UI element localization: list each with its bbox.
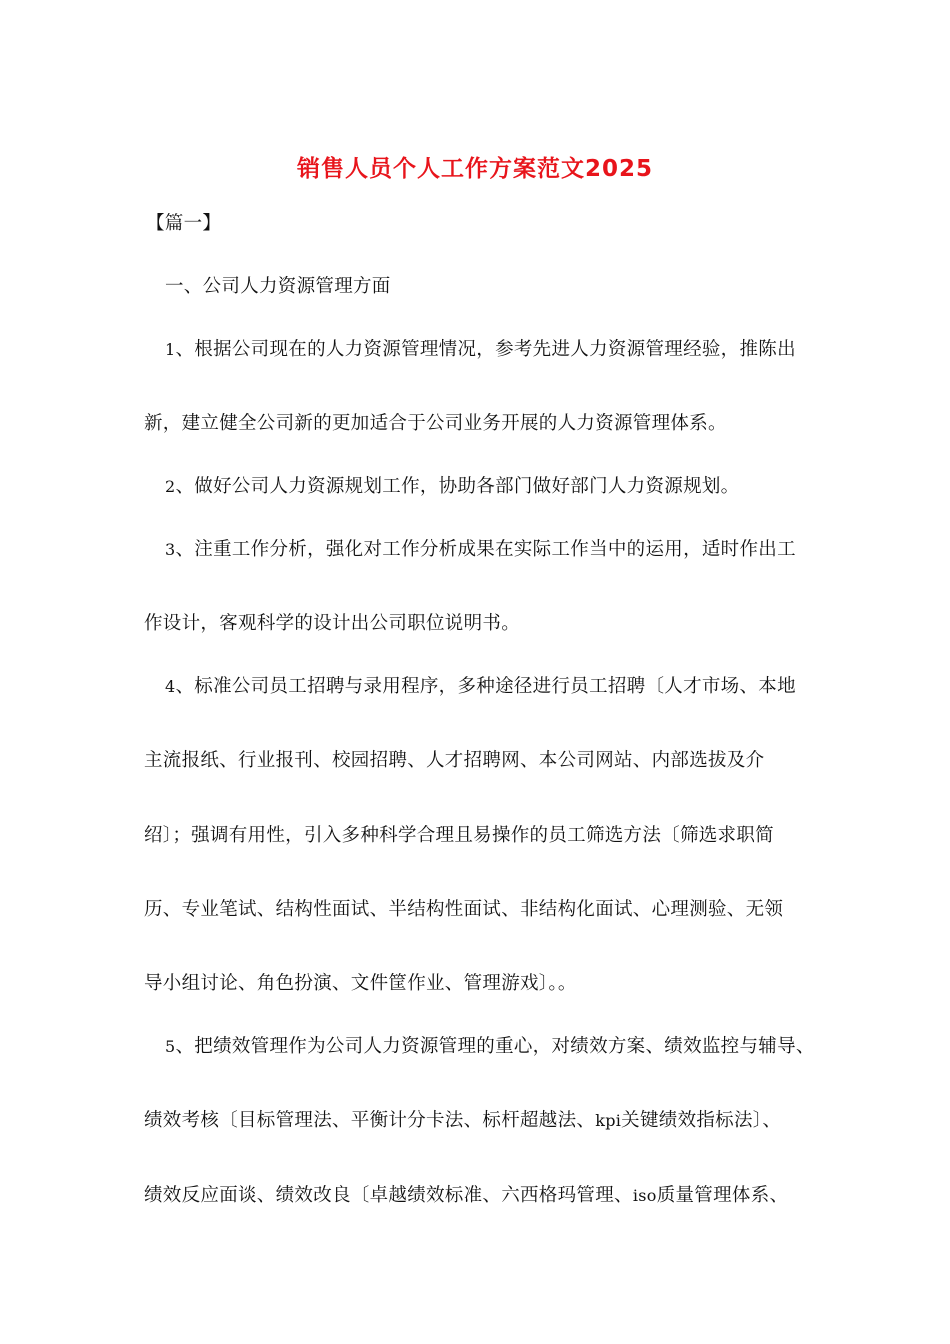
item-number: 3 bbox=[165, 540, 176, 559]
paragraph-4-line-5: 导小组讨论、角色扮演、文件筐作业、管理游戏〕。。 bbox=[144, 973, 577, 994]
item-number: 2 bbox=[165, 477, 176, 496]
item-number: 4 bbox=[165, 677, 176, 696]
section-label: 【篇一】 bbox=[146, 213, 222, 234]
paragraph-5-line-1 bbox=[165, 1034, 845, 1060]
document-title: 销售人员个人工作方案范文2025 bbox=[296, 156, 653, 182]
paragraph-4-line-2: 主流报纸、行业报刊、校园招聘、人才招聘网、本公司网站、内部选拔及介 bbox=[144, 750, 765, 771]
paragraph-text: 质量管理体系、 bbox=[656, 1185, 789, 1206]
paragraph-1-line-1 bbox=[165, 337, 845, 363]
item-number: 5 bbox=[165, 1037, 176, 1056]
paragraph-4-line-1 bbox=[165, 674, 845, 700]
paragraph-5-line-3 bbox=[144, 1183, 824, 1209]
paragraph-text: 关键绩效指标法〕、 bbox=[621, 1110, 782, 1131]
item-number: 1 bbox=[165, 340, 176, 359]
paragraph-text: 、根据公司现在的人力资源管理情况，参考先进人力资源管理经验，推陈出 bbox=[175, 339, 796, 360]
paragraph-3-line-1 bbox=[165, 537, 845, 563]
paragraph-text: 、做好公司人力资源规划工作，协助各部门做好部门人力资源规划。 bbox=[175, 476, 740, 497]
paragraph-text: 绩效考核〔目标管理法、平衡计分卡法、标杆超越法、 bbox=[144, 1110, 596, 1131]
paragraph-1-line-2: 新，建立健全公司新的更加适合于公司业务开展的人力资源管理体系。 bbox=[144, 413, 727, 434]
heading-hr-management: 一、公司人力资源管理方面 bbox=[165, 276, 391, 297]
paragraph-text: 、把绩效管理作为公司人力资源管理的重心，对绩效方案、绩效监控与辅导、 bbox=[175, 1036, 815, 1057]
paragraph-4-line-4: 历、专业笔试、结构性面试、半结构性面试、非结构化面试、心理测验、无领 bbox=[144, 899, 784, 920]
paragraph-3-line-2: 作设计，客观科学的设计出公司职位说明书。 bbox=[144, 613, 521, 634]
kpi-term: kpi bbox=[595, 1111, 622, 1130]
paragraph-2-line-1 bbox=[165, 474, 845, 500]
paragraph-text: 绩效反应面谈、绩效改良〔卓越绩效标准、六西格玛管理、 bbox=[144, 1185, 633, 1206]
paragraph-text: 、标准公司员工招聘与录用程序，多种途径进行员工招聘〔人才市场、本地 bbox=[175, 676, 796, 697]
iso-term: iso bbox=[632, 1186, 657, 1205]
paragraph-4-line-3: 绍〕；强调有用性，引入多种科学合理且易操作的员工筛选方法〔筛选求职简 bbox=[144, 825, 774, 846]
paragraph-text: 、注重工作分析，强化对工作分析成果在实际工作当中的运用，适时作出工 bbox=[175, 539, 796, 560]
paragraph-5-line-2 bbox=[144, 1108, 824, 1134]
